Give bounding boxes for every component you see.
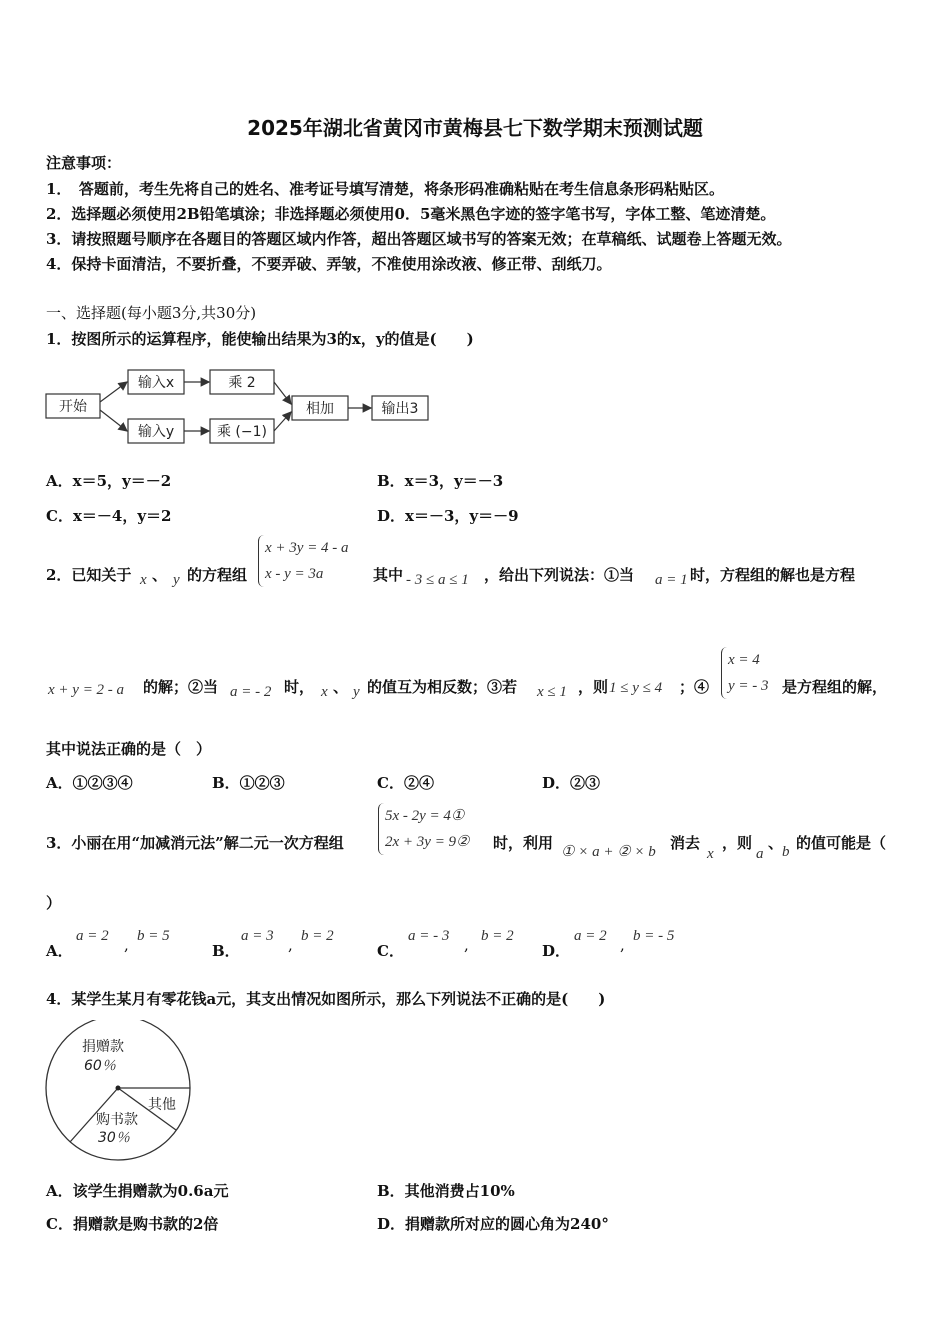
pie-pct-books: 30％ (98, 1130, 130, 1146)
math-var: x (707, 846, 714, 862)
pie-label-donate: 捐赠款 (82, 1039, 124, 1055)
notice-item: 2．选择题必须使用2B铅笔填涂；非选择题必须使用0．5毫米黑色字迹的签字笔书写，字体工整、笔迹清楚。 (46, 205, 776, 223)
q4-option-c: C．捐赠款是购书款的2倍 (46, 1215, 219, 1233)
q4-option-a: A．该学生捐赠款为0.6a元 (46, 1182, 229, 1200)
math-expr: a = 3 (241, 928, 274, 944)
math-var: y (173, 572, 180, 588)
math-expr: 1 ≤ y ≤ 4 (609, 680, 663, 696)
q1-option-c: C．x＝－4，y＝2 (46, 507, 172, 525)
q2-text: 时， (284, 678, 315, 696)
flowchart (44, 362, 434, 450)
q3-text: ，则 (722, 834, 753, 852)
notice-item: 4．保持卡面清洁，不要折叠，不要弄破、弄皱，不准使用涂改液、修正带、刮纸刀。 (46, 255, 612, 273)
q2-text: 的解；②当 (143, 678, 219, 696)
q3-text: 的值可能是（ (796, 834, 887, 852)
q2-option-d: D．②③ (542, 774, 601, 792)
q2-text: 的值互为相反数；③若 (367, 678, 518, 696)
pie-label-books: 购书款 (96, 1112, 138, 1128)
q3-text: 消去 (670, 834, 701, 852)
q2-text: 其中说法正确的是（ ） (46, 740, 212, 758)
equation: x + 3y = 4 - a (265, 540, 349, 556)
comma: , (288, 936, 293, 954)
notice-item: 1． 答题前，考生先将自己的姓名、准考证号填写清楚，将条形码准确粘贴在考生信息条形码粘贴区。 (46, 180, 724, 198)
math-var: x (321, 684, 328, 700)
notice-heading: 注意事项： (46, 154, 122, 172)
equation-system (378, 803, 470, 855)
math-var: b (782, 844, 790, 860)
solution-system (721, 647, 769, 699)
flow-mulneg: 乘 (−1) (216, 424, 268, 440)
q1-option-d: D．x＝－3，y＝－9 (377, 507, 519, 525)
pie-label-other: 其他 (148, 1097, 176, 1113)
equation: y = - 3 (728, 678, 769, 694)
pie-chart (40, 1020, 200, 1170)
q2-option-b: B．①②③ (212, 774, 285, 792)
question-1: 1．按图所示的运算程序，能使输出结果为3的x，y的值是( ) (46, 330, 474, 348)
page-title: 2025年湖北省黄冈市黄梅县七下数学期末预测试题 (247, 116, 703, 140)
q3-option-c-label: C． (377, 942, 404, 960)
math-var: a (756, 846, 764, 862)
q3-text: 、 (768, 834, 784, 852)
q2-text: ；④ (679, 678, 710, 696)
notice-item: 3．请按照题号顺序在各题目的答题区域内作答，超出答题区域书写的答案无效；在草稿纸、试题卷上答题无效。 (46, 230, 792, 248)
math-expr: b = 2 (301, 928, 334, 944)
q2-text: 的方程组 (187, 566, 248, 584)
math-expr: a = 2 (76, 928, 109, 944)
math-expr: b = 2 (481, 928, 514, 944)
equation: x - y = 3a (265, 566, 324, 582)
q2-text: 时，方程组的解也是方程 (690, 566, 856, 584)
q3-option-b-label: B． (212, 942, 240, 960)
q2-text: 是方程组的解， (782, 678, 888, 696)
q2-text: 、 (333, 678, 349, 696)
flow-output: 输出3 (381, 401, 419, 417)
math-expr: a = 2 (574, 928, 607, 944)
flow-input-y: 输入y (137, 424, 175, 440)
q2-option-c: C．②④ (377, 774, 434, 792)
flow-input-x: 输入x (137, 375, 175, 391)
math-expr: ① × a + ② × b (561, 844, 656, 860)
math-expr: b = - 5 (633, 928, 675, 944)
q2-text: 2．已知关于 (46, 566, 132, 584)
flow-start: 开始 (59, 399, 87, 415)
comma: , (124, 936, 129, 954)
q3-option-d-label: D． (542, 942, 571, 960)
q4-option-b: B．其他消费占10% (377, 1182, 515, 1200)
q2-text: ，则 (578, 678, 609, 696)
q3-text: 时，利用 (493, 834, 554, 852)
q1-option-b: B．x＝3，y＝－3 (377, 472, 504, 490)
math-var: y (353, 684, 360, 700)
q1-option-a: A．x＝5，y＝－2 (46, 472, 172, 490)
q2-text: ，给出下列说法：①当 (484, 566, 635, 584)
flow-add: 相加 (306, 401, 334, 417)
q4-option-d: D．捐赠款所对应的圆心角为240° (377, 1215, 609, 1233)
comma: , (620, 936, 625, 954)
equation: x = 4 (728, 652, 760, 668)
q2-option-a: A．①②③④ (46, 774, 133, 792)
q3-option-a-label: A． (46, 942, 73, 960)
math-expr: a = 1 (655, 572, 688, 588)
math-expr: x ≤ 1 (537, 684, 567, 700)
equation-system (258, 535, 349, 587)
question-4: 4．某学生某月有零花钱a元，其支出情况如图所示，那么下列说法不正确的是( ) (46, 990, 606, 1008)
math-expr: - 3 ≤ a ≤ 1 (406, 572, 469, 588)
math-expr: x + y = 2 - a (48, 682, 125, 698)
comma: , (464, 936, 469, 954)
section-heading: 一、选择题(每小题3分,共30分) (46, 304, 257, 322)
math-expr: a = - 2 (230, 684, 272, 700)
pie-pct-donate: 60％ (84, 1058, 116, 1074)
q2-text: 其中 (373, 566, 404, 584)
pie-center (116, 1086, 121, 1091)
math-expr: a = - 3 (408, 928, 450, 944)
q3-text: 3．小丽在用“加减消元法”解二元一次方程组 (46, 834, 344, 852)
math-var: x (140, 572, 147, 588)
math-expr: b = 5 (137, 928, 170, 944)
q2-text: 、 (152, 566, 168, 584)
flow-mul2: 乘 2 (228, 375, 256, 391)
equation: 5x - 2y = 4① (385, 808, 465, 824)
equation: 2x + 3y = 9② (385, 834, 470, 850)
q3-text: ） (46, 894, 62, 912)
